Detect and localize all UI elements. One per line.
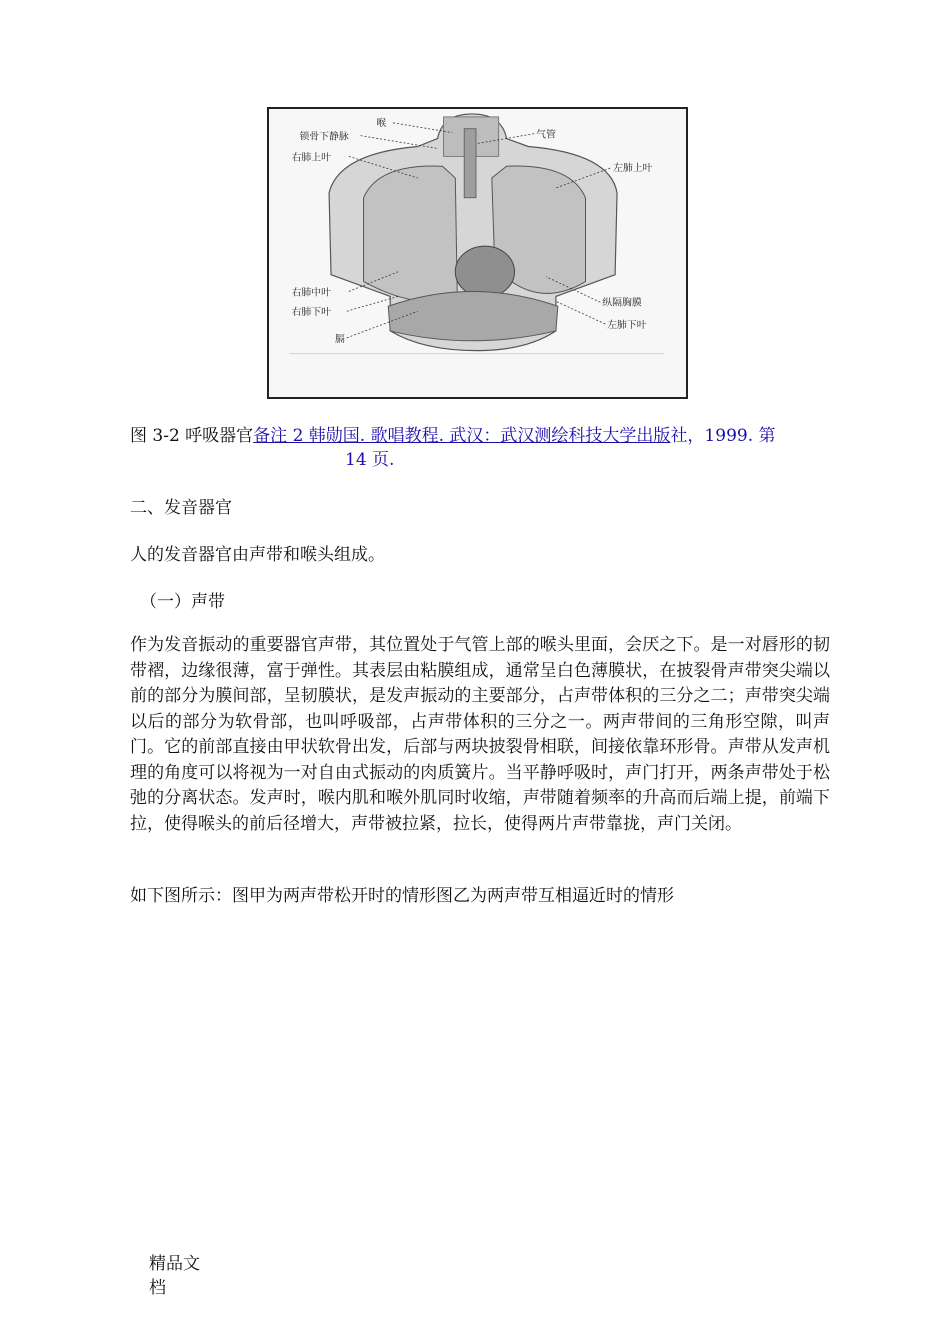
respiratory-organs-figure xyxy=(267,107,688,399)
heart xyxy=(455,246,514,297)
label-right-middle-lobe: 右肺中叶 xyxy=(291,287,332,299)
caption-suffix: 社，1999. 第 xyxy=(670,426,776,446)
label-right-upper-lobe: 右肺上叶 xyxy=(291,152,332,164)
figure-reference-paragraph: 如下图所示：图甲为两声带松开时的情形图乙为两声带互相逼近时的情形 xyxy=(130,886,674,906)
label-mediastinal-pleura: 纵隔胸膜 xyxy=(602,297,642,309)
caption-line2: 14 页. xyxy=(345,450,395,470)
intro-text: 人的发音器官由声带和喉头组成。 xyxy=(130,545,385,565)
footer-line1: 精品文 xyxy=(149,1254,200,1274)
label-subclavian-vein: 锁骨下静脉 xyxy=(299,131,349,143)
label-left-upper-lobe: 左肺上叶 xyxy=(613,163,653,175)
body-paragraph: 作为发音振动的重要器官声带，其位置处于气管上部的喉头里面，会厌之下。是一对唇形的韧带褶，边缘很薄，富于弹性。其表层由粘膜组成，通常呈白色薄膜状，在披裂骨声带突尖端以前的部分为膜间部，呈韧膜状，是发声振动的主要部分，占声带体积的三分之二；声带突尖端以后的部分为软骨部，也叫呼吸部，占声带体积的三分之一。两声带间的三角形空隙，叫声门。它的前部直接由甲状软骨出发，后部与两块披裂骨相联，间接依靠环形骨。声带从发声机理的角度可以将视为一对自由式振动的肉质簧片。当平静呼吸时，声门打开，两条声带处于松弛的分离状态。发声时，喉内肌和喉外肌同时收缩，声带随着频率的升高而后端上提，前端下拉，使得喉头的前后径增大，声带被拉紧，拉长，使得两片声带靠拢，声门关闭。 xyxy=(130,635,830,834)
label-left-lower-lobe: 左肺下叶 xyxy=(607,319,647,331)
subsection-heading: （一）声带 xyxy=(140,592,225,612)
label-diaphragm: 膈 xyxy=(334,333,345,345)
label-larynx: 喉 xyxy=(376,117,387,129)
label-trachea: 气管 xyxy=(536,129,556,141)
caption-footnote-link[interactable]: 备注 2 韩勋国. 歌唱教程. 武汉：武汉测绘科技大学出版 xyxy=(253,426,671,446)
trachea-shape xyxy=(464,129,476,198)
section-heading: 二、发音器官 xyxy=(130,498,232,518)
footer-line2: 档 xyxy=(149,1278,166,1298)
right-lung xyxy=(364,166,458,301)
figure-caption xyxy=(130,424,830,472)
diaphragm-shape xyxy=(388,291,558,340)
respiratory-organs-illustration xyxy=(269,109,686,397)
caption-prefix: 图 3-2 呼吸器官 xyxy=(130,426,254,446)
label-right-lower-lobe: 右肺下叶 xyxy=(291,307,332,319)
footer-watermark xyxy=(149,1252,209,1300)
